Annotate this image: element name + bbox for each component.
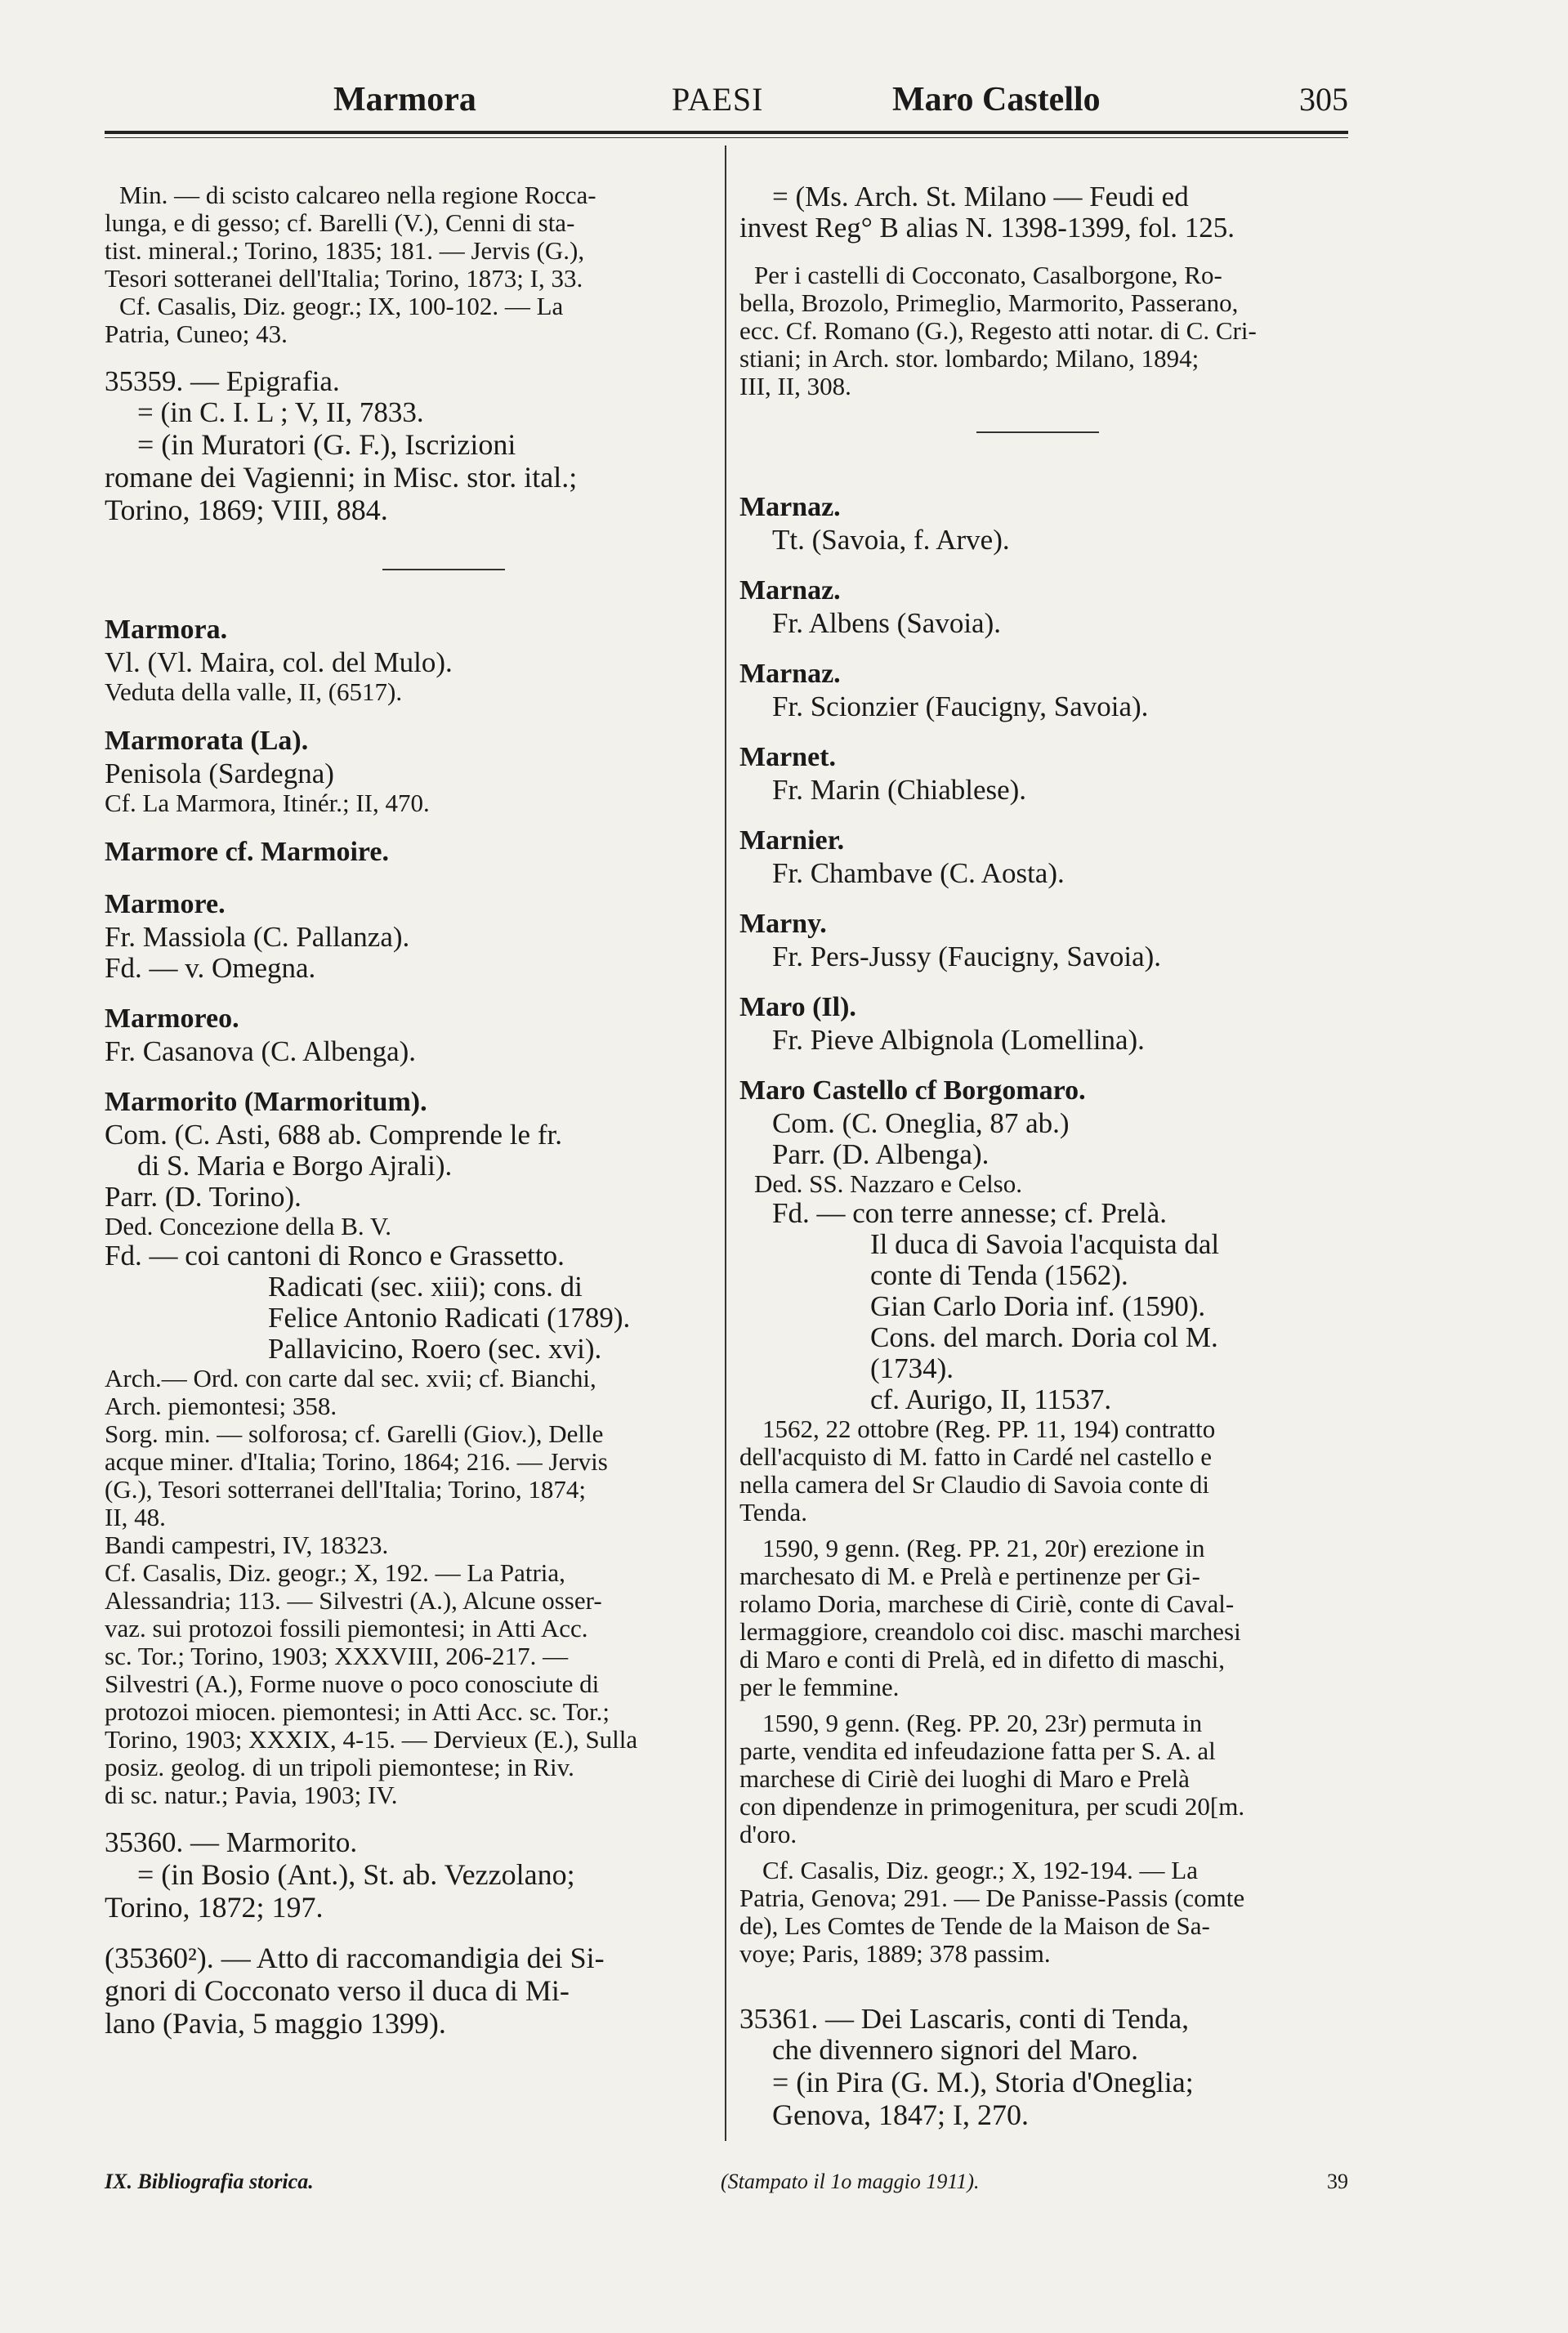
headword: Marmore cf. Marmoire.	[105, 837, 390, 867]
text-line: Cf. Casalis, Diz. geogr.; X, 192-194. — La	[762, 1856, 1198, 1884]
headword: Maro (Il).	[739, 992, 856, 1022]
entry-number-line: 35360. — Marmorito.	[105, 1826, 358, 1858]
text-line: Vl. (Vl. Maira, col. del Mulo).	[105, 646, 453, 678]
text-line: Penisola (Sardegna)	[105, 758, 334, 789]
entry-35361	[739, 2004, 1348, 2131]
text-line: = (in Pira (G. M.), Storia d'Oneglia;	[772, 2066, 1194, 2098]
text-line: stiani; in Arch. stor. lombardo; Milano, 1894;	[739, 344, 1199, 373]
text-line: Parr. (D. Albenga).	[772, 1138, 989, 1170]
entry-number-line: 35359. — Epigrafia.	[105, 365, 340, 397]
text-line: Fr. Massiola (C. Pallanza).	[105, 921, 410, 953]
text-line: Torino, 1872; 197.	[105, 1891, 324, 1924]
entry-marmorito	[105, 1085, 699, 1809]
text-line: Il duca di Savoia l'acquista dal	[870, 1228, 1220, 1260]
header-right-headword: Maro Castello	[892, 81, 1101, 118]
text-line: Alessandria; 113. — Silvestri (A.), Alcune osser-	[105, 1586, 602, 1615]
entry-marny	[739, 907, 1348, 972]
text-line: ecc. Cf. Romano (G.), Regesto atti notar. di C. Cri-	[739, 316, 1257, 345]
text-line: = (in Muratori (G. F.), Iscrizioni	[137, 428, 516, 461]
header-rule	[105, 131, 1348, 134]
text-line: marchese di Ciriè dei luoghi di Maro e Prelà	[739, 1764, 1190, 1793]
left-column	[105, 181, 699, 2058]
text-line: Veduta della valle, II, (6517).	[105, 677, 403, 706]
footer-print-date: (Stampato il 1o maggio 1911).	[721, 2170, 980, 2193]
text-line: Per i castelli di Cocconato, Casalborgone, Ro-	[754, 261, 1222, 289]
text-line: acque miner. d'Italia; Torino, 1864; 216. — Jervis	[105, 1447, 608, 1476]
text-line: di S. Maria e Borgo Ajrali).	[137, 1150, 453, 1182]
text-line: di Maro e conti di Prelà, ed in difetto di maschi,	[739, 1645, 1226, 1674]
text-line: de), Les Comtes de Tende de la Maison de Sa-	[739, 1911, 1210, 1940]
text-line: Fr. Marin (Chiablese).	[772, 774, 1027, 806]
text-line: vaz. sui protozoi fossili piemontesi; in Atti Acc.	[105, 1614, 588, 1642]
text-line: Tt. (Savoia, f. Arve).	[772, 524, 1010, 556]
entry-35360-2-continuation	[739, 181, 1348, 244]
text-line: 1590, 9 genn. (Reg. PP. 21, 20r) erezione in	[762, 1534, 1205, 1562]
headword: Marmora.	[105, 615, 228, 645]
footer-sheet-number: 39	[1327, 2170, 1348, 2193]
text-line: Cf. La Marmora, Itinér.; II, 470.	[105, 789, 430, 817]
headword: Marnaz.	[739, 659, 841, 689]
text-line: Torino, 1903; XXXIX, 4-15. — Dervieux (E.), Sulla	[105, 1725, 638, 1754]
text-line: bella, Brozolo, Primeglio, Marmorito, Passerano,	[739, 288, 1239, 317]
spacer	[739, 1986, 1348, 2004]
text-line: d'oro.	[739, 1820, 797, 1848]
text-line: = (in Bosio (Ant.), St. ab. Vezzolano;	[137, 1858, 575, 1891]
text-line: Genova, 1847; I, 270.	[772, 2098, 1029, 2131]
entry-marnaz-1	[739, 490, 1348, 556]
text-line: protozoi miocen. piemontesi; in Atti Acc. sc. Tor.;	[105, 1697, 610, 1726]
text-line: parte, vendita ed infeudazione fatta per S. A. al	[739, 1736, 1216, 1765]
text-line: Radicati (sec. xiii); cons. di	[268, 1271, 583, 1303]
text-line: Fd. — v. Omegna.	[105, 952, 316, 984]
text-line: invest Reg° B alias N. 1398-1399, fol. 125.	[739, 212, 1235, 244]
header-left-headword: Marmora	[333, 81, 476, 118]
text-line: Bandi campestri, IV, 18323.	[105, 1531, 389, 1559]
text-line: lano (Pavia, 5 maggio 1399).	[105, 2007, 446, 2040]
text-line: Gian Carlo Doria inf. (1590).	[870, 1290, 1206, 1322]
page-footer	[105, 2169, 1348, 2201]
note-bibliography	[739, 1857, 1348, 1968]
text-line: Com. (C. Oneglia, 87 ab.)	[772, 1107, 1070, 1139]
text-line: Tenda.	[739, 1498, 808, 1526]
note-1590-permuta	[739, 1710, 1348, 1848]
headword: Marnaz.	[739, 492, 841, 522]
headword: Marnaz.	[739, 575, 841, 606]
entry-marmoreo	[105, 1002, 699, 1067]
text-line: Fr. Pieve Albignola (Lomellina).	[772, 1024, 1145, 1056]
text-line: cf. Aurigo, II, 11537.	[870, 1383, 1112, 1415]
entry-marmore	[105, 887, 699, 984]
text-line: rolamo Doria, marchese di Ciriè, conte di Caval-	[739, 1589, 1235, 1618]
text-line: Ded. Concezione della B. V.	[105, 1212, 391, 1240]
headword: Marny.	[739, 909, 827, 939]
entry-35360	[105, 1827, 699, 1924]
headword: Marmorata (La).	[105, 726, 309, 756]
text-line: Silvestri (A.), Forme nuove o poco conosciute di	[105, 1669, 600, 1698]
text-line: Fr. Pers-Jussy (Faucigny, Savoia).	[772, 941, 1162, 972]
text-line: posiz. geolog. di un tripoli piemontese; in Riv.	[105, 1753, 574, 1781]
headword: Marmoreo.	[105, 1003, 239, 1034]
text-line: Cf. Casalis, Diz. geogr.; IX, 100-102. — La	[119, 292, 564, 320]
text-line: nella camera del Sr Claudio di Savoia conte di	[739, 1470, 1210, 1499]
entry-number-line: 35361. — Dei Lascaris, conti di Tenda,	[739, 2003, 1189, 2035]
text-line: Fr. Chambave (C. Aosta).	[772, 857, 1065, 889]
text-line: di sc. natur.; Pavia, 1903; IV.	[105, 1781, 398, 1809]
text-line: conte di Tenda (1562).	[870, 1259, 1128, 1291]
text-line: Arch.— Ord. con carte dal sec. xvii; cf. Bianchi,	[105, 1364, 596, 1392]
intro-continuation	[105, 181, 699, 348]
text-line: (1734).	[870, 1352, 954, 1384]
text-line: Fr. Albens (Savoia).	[772, 607, 1001, 639]
text-line: = (Ms. Arch. St. Milano — Feudi ed	[772, 181, 1189, 212]
text-line: Cons. del march. Doria col M.	[870, 1321, 1218, 1353]
headword: Marnier.	[739, 825, 845, 856]
text-line: Tesori sotteranei dell'Italia; Torino, 1873; I, 33.	[105, 264, 583, 293]
entry-marmore-cf	[105, 835, 699, 869]
text-line: Patria, Genova; 291. — De Panisse-Passis (comte	[739, 1884, 1245, 1912]
text-line: romane dei Vagienni; in Misc. stor. ital.;	[105, 461, 578, 494]
text-line: (G.), Tesori sotterranei dell'Italia; Torino, 1874;	[105, 1475, 586, 1504]
entry-35359	[105, 366, 699, 526]
text-line: Ded. SS. Nazzaro e Celso.	[754, 1169, 1022, 1198]
section-separator	[976, 431, 1099, 433]
text-line: sc. Tor.; Torino, 1903; XXXVIII, 206-217. —	[105, 1642, 569, 1670]
text-line: che divennero signori del Maro.	[772, 2034, 1139, 2066]
castelli-note	[739, 261, 1348, 400]
text-line: Pallavicino, Roero (sec. xvi).	[268, 1333, 602, 1365]
text-line: II, 48.	[105, 1503, 166, 1531]
text-line: 1590, 9 genn. (Reg. PP. 20, 23r) permuta in	[762, 1709, 1203, 1737]
text-line: con dipendenze in primogenitura, per scudi 20[m.	[739, 1792, 1245, 1821]
text-line: Fr. Casanova (C. Albenga).	[105, 1035, 417, 1067]
entry-marnier	[739, 824, 1348, 889]
text-line: marchesato di M. e Prelà e pertinenze per Gi-	[739, 1562, 1200, 1590]
text-line: Fr. Scionzier (Faucigny, Savoia).	[772, 691, 1149, 722]
text-line: Fd. — con terre annesse; cf. Prelà.	[772, 1197, 1168, 1229]
text-line: Cf. Casalis, Diz. geogr.; X, 192. — La Patria,	[105, 1558, 565, 1587]
entry-marmorata	[105, 724, 699, 817]
text-line: = (in C. I. L ; V, II, 7833.	[137, 396, 424, 428]
running-header	[105, 75, 1348, 132]
text-line: (35360²). — Atto di raccomandigia dei Si-	[105, 1942, 605, 1974]
right-column	[739, 181, 1348, 2149]
entry-35360-2	[105, 1942, 699, 2040]
text-line: per le femmine.	[739, 1673, 900, 1701]
section-separator	[382, 569, 505, 570]
entry-marnaz-2	[739, 574, 1348, 639]
headword: Maro Castello cf Borgomaro.	[739, 1075, 1086, 1106]
text-line: III, II, 308.	[739, 372, 851, 400]
entry-maro	[739, 990, 1348, 1056]
text-line: Min. — di scisto calcareo nella regione Rocca-	[119, 181, 596, 209]
page-number: 305	[1299, 81, 1348, 118]
text-line: gnori di Cocconato verso il duca di Mi-	[105, 1974, 570, 2007]
text-line: Torino, 1869; VIII, 884.	[105, 494, 388, 526]
text-line: 1562, 22 ottobre (Reg. PP. 11, 194) contratto	[762, 1415, 1216, 1443]
note-1590-erezione	[739, 1535, 1348, 1701]
text-line: lermaggiore, creandolo coi disc. maschi marchesi	[739, 1617, 1241, 1646]
text-line: Arch. piemontesi; 358.	[105, 1392, 337, 1420]
entry-maro-castello	[739, 1074, 1348, 1968]
text-line: Com. (C. Asti, 688 ab. Comprende le fr.	[105, 1119, 562, 1151]
header-section: PAESI	[672, 81, 764, 118]
header-rule-thin	[105, 137, 1348, 138]
headword: Marnet.	[739, 742, 837, 772]
entry-marnaz-3	[739, 657, 1348, 722]
text-line: dell'acquisto di M. fatto in Cardé nel castello e	[739, 1442, 1213, 1471]
footer-signature: IX. Bibliografia storica.	[105, 2170, 314, 2193]
headword: Marmorito (Marmoritum).	[105, 1087, 427, 1117]
text-line: Parr. (D. Torino).	[105, 1181, 302, 1213]
text-line: Fd. — coi cantoni di Ronco e Grassetto.	[105, 1240, 565, 1272]
entry-marmora	[105, 613, 699, 706]
text-line: Felice Antonio Radicati (1789).	[268, 1302, 631, 1334]
text-line: voye; Paris, 1889; 378 passim.	[739, 1939, 1051, 1968]
text-line: tist. mineral.; Torino, 1835; 181. — Jervis (G.),	[105, 236, 585, 265]
column-divider	[725, 145, 726, 2141]
headword: Marmore.	[105, 889, 226, 919]
text-line: lunga, e di gesso; cf. Barelli (V.), Cenni di sta-	[105, 208, 575, 237]
note-1562	[739, 1415, 1348, 1526]
entry-marnet	[739, 740, 1348, 806]
text-line: Sorg. min. — solforosa; cf. Garelli (Giov.), Delle	[105, 1419, 604, 1448]
text-line: Patria, Cuneo; 43.	[105, 320, 288, 348]
